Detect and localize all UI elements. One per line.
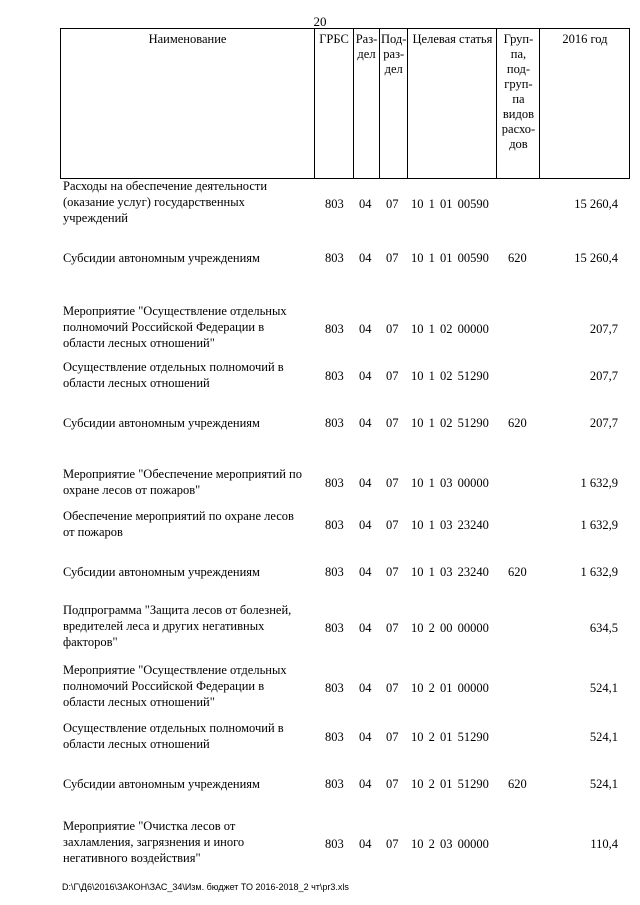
- row-amount: 524,1: [589, 777, 618, 791]
- header-podrazdel: Под-раз-дел: [380, 29, 408, 179]
- row-podrazdel: 07: [386, 730, 399, 744]
- row-razdel: 04: [359, 518, 372, 532]
- row-grbs: 803: [325, 621, 344, 635]
- row-name: Осуществление отдельных полномочий в области лесных отношений: [63, 721, 284, 751]
- row-celevaya: 10 1 01 00590: [411, 251, 489, 265]
- row-amount: 15 260,4: [574, 251, 618, 265]
- row-razdel: 04: [359, 476, 372, 490]
- row-razdel: 04: [359, 322, 372, 336]
- file-path-footer: D:\Г\Д6\2016\ЗАКОН\ЗАС_34\Изм. бюджет ТО 2016-2018_2 чт\pr3.xls: [62, 882, 349, 892]
- row-grbs: 803: [325, 777, 344, 791]
- row-podrazdel: 07: [386, 565, 399, 579]
- row-name: Мероприятие "Обеспечение мероприятий по охране лесов от пожаров": [63, 467, 302, 497]
- row-name: Субсидии автономным учреждениям: [63, 251, 260, 265]
- row-amount: 207,7: [589, 369, 618, 383]
- row-celevaya: 10 2 03 00000: [411, 837, 489, 851]
- row-celevaya: 10 1 03 00000: [411, 476, 489, 490]
- row-celevaya: 10 1 03 23240: [411, 518, 489, 532]
- row-name: Осуществление отдельных полномочий в области лесных отношений: [63, 360, 284, 390]
- table-row: [60, 466, 620, 500]
- row-amount: 15 260,4: [574, 197, 618, 211]
- row-razdel: 04: [359, 251, 372, 265]
- row-amount: 1 632,9: [580, 518, 618, 532]
- table-row: [60, 359, 620, 393]
- row-podrazdel: 07: [386, 197, 399, 211]
- row-podrazdel: 07: [386, 369, 399, 383]
- row-name: Субсидии автономным учреждениям: [63, 565, 260, 579]
- row-razdel: 04: [359, 369, 372, 383]
- table-row: [60, 178, 620, 230]
- table-header: [60, 28, 630, 179]
- row-grbs: 803: [325, 369, 344, 383]
- row-grbs: 803: [325, 416, 344, 430]
- row-podrazdel: 07: [386, 476, 399, 490]
- row-name: Обеспечение мероприятий по охране лесов от пожаров: [63, 509, 294, 539]
- row-grbs: 803: [325, 322, 344, 336]
- row-gruppa: 620: [508, 251, 527, 265]
- row-celevaya: 10 2 00 00000: [411, 621, 489, 635]
- row-razdel: 04: [359, 777, 372, 791]
- row-grbs: 803: [325, 837, 344, 851]
- row-celevaya: 10 2 01 00000: [411, 681, 489, 695]
- row-razdel: 04: [359, 197, 372, 211]
- row-grbs: 803: [325, 197, 344, 211]
- row-gruppa: 620: [508, 777, 527, 791]
- row-razdel: 04: [359, 837, 372, 851]
- header-razdel: Раз-дел: [354, 29, 380, 179]
- row-celevaya: 10 2 01 51290: [411, 730, 489, 744]
- row-podrazdel: 07: [386, 621, 399, 635]
- row-celevaya: 10 1 01 00590: [411, 197, 489, 211]
- row-podrazdel: 07: [386, 518, 399, 532]
- row-amount: 1 632,9: [580, 476, 618, 490]
- row-podrazdel: 07: [386, 251, 399, 265]
- table-row: [60, 602, 620, 654]
- row-name: Подпрограмма "Защита лесов от болезней, вредителей леса и других негативных факторов": [63, 603, 292, 649]
- row-amount: 524,1: [589, 681, 618, 695]
- row-amount: 524,1: [589, 730, 618, 744]
- table-row: [60, 564, 620, 580]
- row-grbs: 803: [325, 730, 344, 744]
- row-amount: 634,5: [589, 621, 618, 635]
- row-gruppa: 620: [508, 565, 527, 579]
- page-number: 20: [313, 14, 327, 29]
- row-celevaya: 10 1 02 00000: [411, 322, 489, 336]
- row-name: Мероприятие "Осуществление отдельных полномочий Российской Федерации в области лесных отношений": [63, 663, 287, 709]
- row-grbs: 803: [325, 251, 344, 265]
- header-celevaya: Целевая статья: [408, 29, 497, 179]
- table-row: [60, 250, 620, 266]
- row-name: Субсидии автономным учреждениям: [63, 777, 260, 791]
- row-podrazdel: 07: [386, 416, 399, 430]
- row-amount: 207,7: [589, 322, 618, 336]
- row-razdel: 04: [359, 416, 372, 430]
- header-grbs: ГРБС: [315, 29, 354, 179]
- row-podrazdel: 07: [386, 837, 399, 851]
- row-name: Субсидии автономным учреждениям: [63, 416, 260, 430]
- row-name: Мероприятие "Очистка лесов от захламления, загрязнения и иного негативного воздействия": [63, 819, 245, 865]
- row-grbs: 803: [325, 565, 344, 579]
- table-row: [60, 303, 620, 355]
- row-celevaya: 10 2 01 51290: [411, 777, 489, 791]
- row-name: Мероприятие "Осуществление отдельных полномочий Российской Федерации в области лесных отношений": [63, 304, 287, 350]
- row-amount: 110,4: [590, 837, 618, 851]
- row-celevaya: 10 1 02 51290: [411, 416, 489, 430]
- table-row: [60, 720, 620, 754]
- header-name: Наименование: [61, 29, 315, 179]
- row-podrazdel: 07: [386, 322, 399, 336]
- row-razdel: 04: [359, 681, 372, 695]
- row-podrazdel: 07: [386, 777, 399, 791]
- row-razdel: 04: [359, 730, 372, 744]
- row-grbs: 803: [325, 681, 344, 695]
- table-row: [60, 415, 620, 431]
- row-gruppa: 620: [508, 416, 527, 430]
- row-podrazdel: 07: [386, 681, 399, 695]
- row-razdel: 04: [359, 565, 372, 579]
- header-year: 2016 год: [540, 29, 630, 179]
- row-amount: 1 632,9: [580, 565, 618, 579]
- row-name: Расходы на обеспечение деятельности (оказание услуг) государственных учреждений: [63, 179, 268, 225]
- row-grbs: 803: [325, 476, 344, 490]
- row-grbs: 803: [325, 518, 344, 532]
- row-celevaya: 10 1 02 51290: [411, 369, 489, 383]
- header-gruppa: Груп-па, под-груп-па видов расхо-дов: [497, 29, 540, 179]
- table-row: [60, 818, 620, 870]
- row-amount: 207,7: [589, 416, 618, 430]
- table-row: [60, 508, 620, 542]
- row-celevaya: 10 1 03 23240: [411, 565, 489, 579]
- row-razdel: 04: [359, 621, 372, 635]
- table-row: [60, 662, 620, 714]
- table-row: [60, 776, 620, 792]
